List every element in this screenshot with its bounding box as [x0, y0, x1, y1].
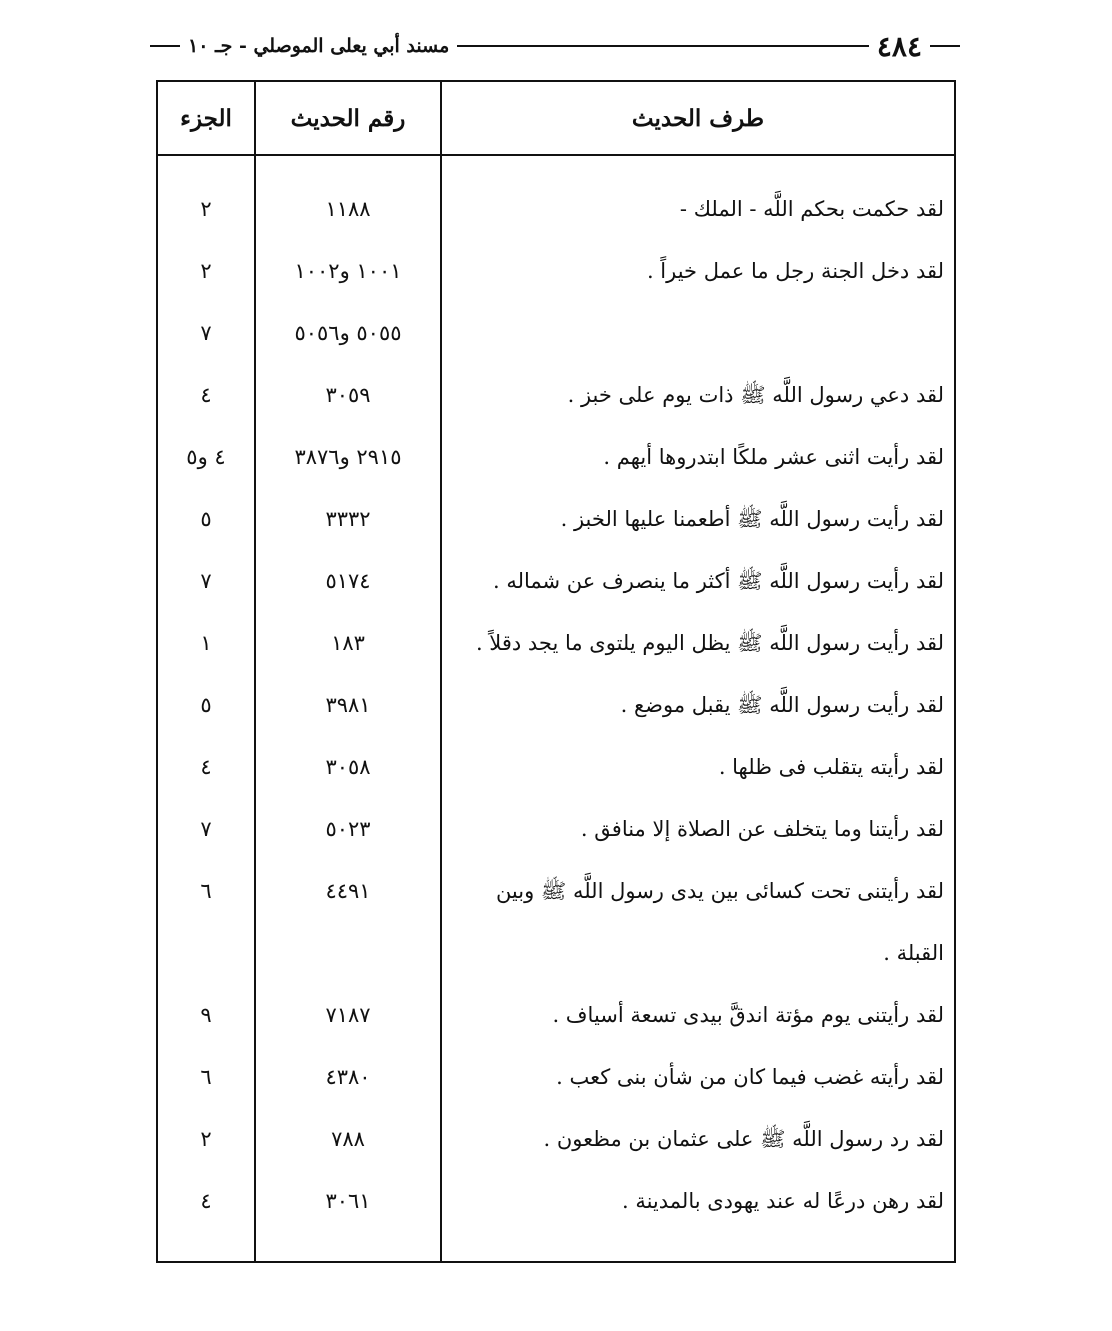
table-header-row: [158, 82, 954, 155]
cell-juz: ٢: [200, 1127, 212, 1151]
tarf-text: لقد رأيتنا وما يتخلف عن الصلاة إلا منافق .: [580, 817, 944, 841]
tarf-text: لقد رد رسول اللَّه ﷺ على عثمان بن مظعون .: [543, 1127, 944, 1151]
table-row: [158, 612, 954, 674]
cell-raqm: ٥٠٥٥ و٥٠٥٦: [255, 302, 441, 364]
cell-tarf: [441, 426, 954, 488]
cell-raqm: ٤٤٩١: [255, 860, 441, 984]
table-row: [158, 984, 954, 1046]
cell-tarf: [441, 1108, 954, 1170]
cell-tarf: [441, 674, 954, 736]
table-row: [158, 860, 954, 984]
table-row: [158, 1046, 954, 1108]
tarf-text: لقد رأيته غضب فيما كان من شأن بنى كعب .: [556, 1065, 944, 1089]
table-row: [158, 1108, 954, 1170]
table-row: [158, 798, 954, 860]
cell-tarf: [441, 736, 954, 798]
tarf-text: لقد رأيت رسول اللَّه ﷺ أكثر ما ينصرف عن شماله .: [492, 569, 944, 593]
running-title: مسند أبي يعلى الموصلي - جـ ١٠: [188, 35, 450, 57]
cell-juz: ٦: [200, 1065, 212, 1089]
table-row: [158, 240, 954, 302]
cell-tarf: [441, 984, 954, 1046]
table-row: [158, 364, 954, 426]
cell-tarf: [441, 612, 954, 674]
filler-cell: [158, 1232, 255, 1261]
table-body: [158, 155, 954, 1261]
cell-raqm: ٥٠٢٣: [255, 798, 441, 860]
cell-juz: ٧: [200, 569, 212, 593]
page-number: ٤٨٤: [876, 29, 922, 63]
tarf-text: لقد رأيت رسول اللَّه ﷺ يظل اليوم يلتوى ما يجد دقلاً .: [475, 631, 944, 655]
cell-raqm: ٣٠٦١: [255, 1170, 441, 1232]
table-row: [158, 674, 954, 736]
table-row: [158, 155, 954, 240]
cell-tarf: [441, 155, 954, 240]
tarf-text: لقد رأيت رسول اللَّه ﷺ أطعمنا عليها الخبز .: [560, 507, 944, 531]
cell-raqm: ٣٣٣٢: [255, 488, 441, 550]
cell-tarf: [441, 240, 954, 302]
cell-juz: ٥: [200, 507, 212, 531]
cell-raqm: ١٨٣: [255, 612, 441, 674]
cell-juz: ٧: [200, 817, 212, 841]
tarf-text: لقد رأيت اثنى عشر ملكًا ابتدروها أيهم .: [603, 445, 944, 469]
table-row: [158, 426, 954, 488]
cell-juz: ٩: [200, 1003, 212, 1027]
header-rule-right: [930, 45, 960, 47]
cell-tarf: [441, 860, 954, 984]
hadith-index-table-frame: [156, 80, 956, 1263]
tarf-text: لقد رهن درعًا له عند يهودى بالمدينة .: [621, 1189, 944, 1213]
tarf-text: لقد رأيت رسول اللَّه ﷺ يقبل موضع .: [620, 693, 944, 717]
hadith-index-table: [158, 82, 954, 1261]
cell-raqm: ٣٠٥٨: [255, 736, 441, 798]
page-header: [150, 26, 960, 66]
cell-juz: ٤ و٥: [186, 445, 226, 469]
tarf-text: لقد دعي رسول اللَّه ﷺ ذات يوم على خبز .: [567, 383, 944, 407]
cell-raqm: ٧٨٨: [255, 1108, 441, 1170]
cell-juz: ٢: [200, 259, 212, 283]
tarf-text-continued: القبلة .: [883, 941, 944, 965]
cell-juz: ٢: [200, 197, 212, 221]
cell-raqm: ٣٩٨١: [255, 674, 441, 736]
cell-raqm: ٧١٨٧: [255, 984, 441, 1046]
cell-tarf: [441, 302, 954, 364]
tarf-text: لقد رأيته يتقلب فى ظلها .: [718, 755, 944, 779]
tarf-text: لقد دخل الجنة رجل ما عمل خيراً .: [646, 259, 944, 283]
table-filler-row: [158, 1232, 954, 1261]
cell-tarf: [441, 550, 954, 612]
column-header-juz: الجزء: [158, 82, 255, 155]
cell-raqm: ٥١٧٤: [255, 550, 441, 612]
column-header-raqm: رقم الحديث: [255, 82, 441, 155]
cell-juz: ٦: [200, 879, 212, 903]
cell-juz: ٤: [200, 383, 212, 407]
cell-raqm: ١١٨٨: [255, 155, 441, 240]
cell-raqm: ١٠٠١ و١٠٠٢: [255, 240, 441, 302]
table-row: [158, 1170, 954, 1232]
cell-tarf: [441, 364, 954, 426]
cell-juz: ٤: [200, 1189, 212, 1213]
filler-cell: [255, 1232, 441, 1261]
cell-juz: ٧: [200, 321, 212, 345]
column-header-tarf: طرف الحديث: [441, 82, 954, 155]
cell-juz: ٤: [200, 755, 212, 779]
cell-raqm: ٣٠٥٩: [255, 364, 441, 426]
cell-tarf: [441, 488, 954, 550]
tarf-text: لقد حكمت بحكم اللَّه - الملك -: [679, 197, 944, 221]
tarf-text: لقد رأيتنى تحت كسائى بين يدى رسول اللَّه ﷺ وبين: [495, 879, 944, 903]
table-row: [158, 550, 954, 612]
cell-raqm: ٤٣٨٠: [255, 1046, 441, 1108]
tarf-text: لقد رأيتنى يوم مؤتة اندقَّ بيدى تسعة أسياف .: [552, 1003, 944, 1027]
cell-juz: ١: [200, 631, 212, 655]
cell-tarf: [441, 1046, 954, 1108]
cell-juz: ٥: [200, 693, 212, 717]
header-rule-left: [150, 45, 180, 47]
cell-tarf: [441, 1170, 954, 1232]
cell-tarf: [441, 798, 954, 860]
cell-raqm: ٢٩١٥ و٣٨٧٦: [255, 426, 441, 488]
table-row: [158, 736, 954, 798]
table-row: [158, 488, 954, 550]
table-row: [158, 302, 954, 364]
filler-cell: [441, 1232, 954, 1261]
header-rule-middle: [457, 45, 869, 47]
